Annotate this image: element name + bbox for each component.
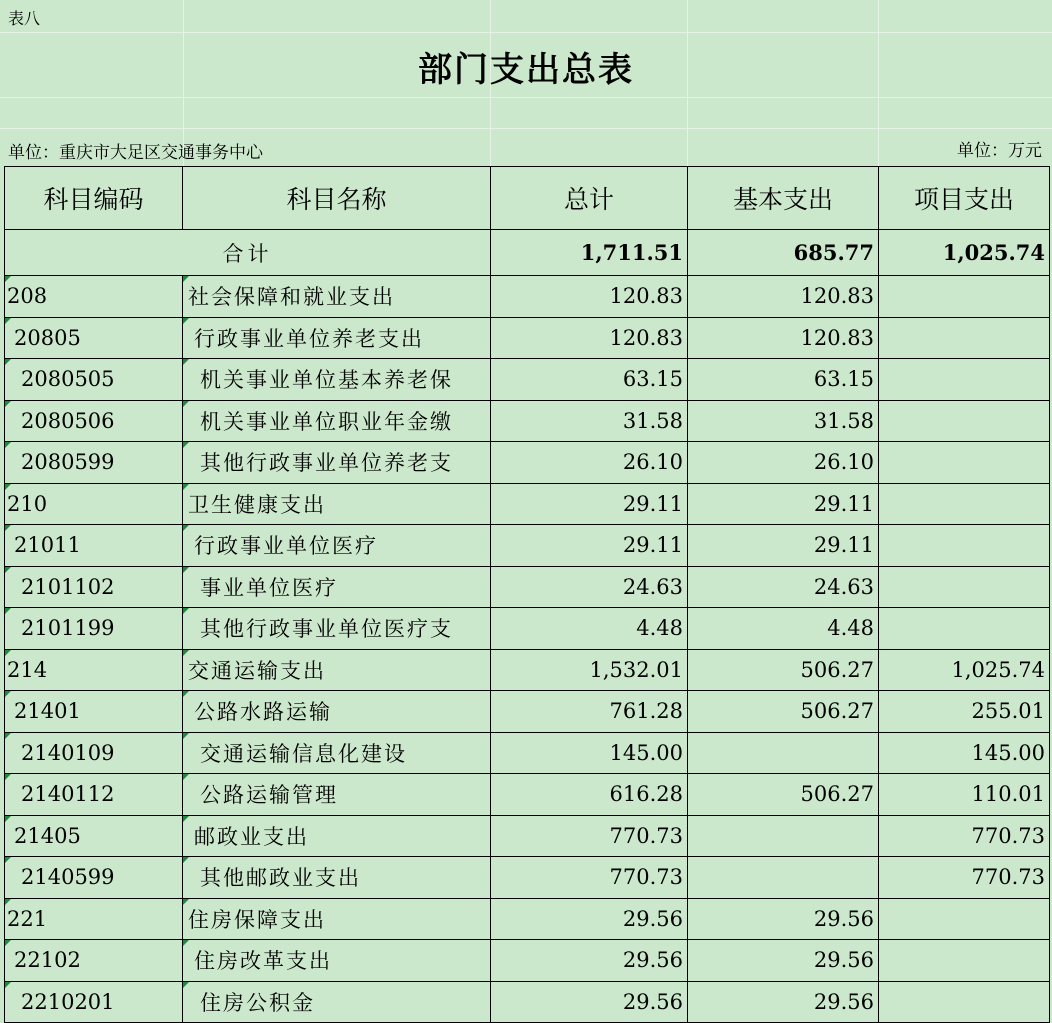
subject-name-cell[interactable] (183, 732, 491, 774)
cell-marker (183, 774, 189, 780)
subject-name: 其他邮政业支出 (200, 866, 361, 891)
cell-marker (5, 899, 11, 905)
cell-marker (183, 525, 189, 531)
subject-code-cell[interactable] (5, 442, 183, 484)
project-cell[interactable] (879, 981, 1050, 1023)
subject-name-cell[interactable] (183, 276, 491, 318)
subject-code-cell[interactable] (5, 359, 183, 401)
table-row (5, 317, 1050, 359)
table-row (5, 815, 1050, 857)
subject-name-cell[interactable] (183, 400, 491, 442)
cell-marker (5, 276, 11, 282)
subject-code-cell[interactable] (5, 898, 183, 940)
project-cell[interactable]: 1,025.74 (879, 649, 1050, 691)
project-cell[interactable]: 770.73 (879, 857, 1050, 899)
subject-name-cell[interactable] (183, 566, 491, 608)
table-row (5, 442, 1050, 484)
cell-marker (183, 359, 189, 365)
subject-code: 214 (7, 657, 48, 682)
unit-currency: 单位：万元 (957, 141, 1042, 161)
cell-marker (5, 940, 11, 946)
subject-code-cell[interactable] (5, 857, 183, 899)
total-sum[interactable]: 1,711.51 (491, 230, 688, 276)
subject-name: 行政事业单位养老支出 (194, 326, 424, 351)
cell-marker (5, 774, 11, 780)
table-row (5, 898, 1050, 940)
basic-cell[interactable]: 24.63 (688, 566, 879, 608)
subject-code-cell[interactable] (5, 276, 183, 318)
table-row (5, 400, 1050, 442)
unit-organization: 单位：重庆市大足区交通事务中心 (8, 143, 263, 163)
header-basic[interactable]: 基本支出 (688, 167, 879, 230)
project-cell[interactable]: 110.01 (879, 774, 1050, 816)
cell-marker (5, 691, 11, 697)
subject-name: 住房改革支出 (194, 949, 332, 974)
subject-code-cell[interactable] (5, 981, 183, 1023)
cell-marker (183, 940, 189, 946)
cell-marker (5, 650, 11, 656)
subject-name: 机关事业单位基本养老保 (200, 368, 453, 392)
total-cell[interactable]: 145.00 (491, 732, 688, 774)
subject-name-cell[interactable] (183, 940, 491, 982)
total-cell[interactable]: 29.56 (491, 898, 688, 940)
subject-code: 221 (7, 906, 48, 931)
subject-code-cell[interactable] (5, 400, 183, 442)
subject-name-cell[interactable] (183, 649, 491, 691)
cell-marker (5, 359, 11, 365)
project-cell[interactable] (879, 317, 1050, 359)
project-cell[interactable] (879, 483, 1050, 525)
subject-code: 2140109 (21, 740, 115, 765)
total-cell[interactable]: 63.15 (491, 359, 688, 401)
total-project[interactable]: 1,025.74 (879, 230, 1050, 276)
basic-cell[interactable] (688, 732, 879, 774)
basic-cell[interactable]: 506.27 (688, 774, 879, 816)
subject-code: 21401 (14, 699, 81, 724)
subject-code: 2101102 (21, 574, 115, 599)
cell-marker (183, 401, 189, 407)
subject-name-cell[interactable] (183, 898, 491, 940)
basic-cell[interactable]: 29.11 (688, 525, 879, 567)
cell-marker (5, 816, 11, 822)
total-cell[interactable]: 24.63 (491, 566, 688, 608)
subject-name: 交通运输信息化建设 (200, 741, 407, 766)
subject-code: 20805 (14, 325, 81, 350)
header-project[interactable]: 项目支出 (879, 167, 1050, 230)
subject-code-cell[interactable] (5, 815, 183, 857)
subject-code-cell[interactable] (5, 317, 183, 359)
project-cell[interactable] (879, 525, 1050, 567)
table-row (5, 774, 1050, 816)
subject-code-cell[interactable] (5, 608, 183, 650)
project-cell[interactable]: 145.00 (879, 732, 1050, 774)
subject-name: 住房保障支出 (188, 907, 326, 932)
subject-name-cell[interactable] (183, 525, 491, 567)
subject-code: 2140599 (21, 865, 115, 890)
subject-name-cell[interactable] (183, 774, 491, 816)
cell-marker (183, 857, 189, 863)
basic-cell[interactable]: 31.58 (688, 400, 879, 442)
subject-code-cell[interactable] (5, 774, 183, 816)
basic-cell[interactable] (688, 857, 879, 899)
total-cell[interactable]: 29.56 (491, 940, 688, 982)
basic-cell[interactable]: 120.83 (688, 276, 879, 318)
cell-marker (183, 899, 189, 905)
subject-code: 21011 (14, 533, 81, 558)
total-cell[interactable]: 29.11 (491, 483, 688, 525)
subject-code-cell[interactable] (5, 732, 183, 774)
project-cell[interactable] (879, 898, 1050, 940)
subject-name: 事业单位医疗 (200, 575, 338, 600)
total-cell[interactable]: 4.48 (491, 608, 688, 650)
subject-name: 社会保障和就业支出 (188, 285, 395, 310)
header-code[interactable]: 科目编码 (5, 167, 183, 230)
cell-marker (5, 733, 11, 739)
basic-cell[interactable]: 4.48 (688, 608, 879, 650)
subject-name-cell[interactable] (183, 442, 491, 484)
subject-code: 21405 (14, 823, 81, 848)
basic-cell[interactable]: 120.83 (688, 317, 879, 359)
subject-code-cell[interactable] (5, 940, 183, 982)
cell-marker (5, 318, 11, 324)
header-row (5, 167, 1050, 230)
cell-marker (183, 733, 189, 739)
cell-marker (183, 691, 189, 697)
total-cell[interactable]: 31.58 (491, 400, 688, 442)
subject-code: 208 (7, 284, 48, 309)
subject-code-cell[interactable] (5, 483, 183, 525)
subject-code: 2080505 (21, 367, 115, 392)
project-cell[interactable]: 255.01 (879, 691, 1050, 733)
total-cell[interactable]: 120.83 (491, 276, 688, 318)
table-row (5, 649, 1050, 691)
subject-code: 2101199 (21, 616, 115, 641)
subject-name: 邮政业支出 (194, 824, 309, 849)
total-cell[interactable]: 29.56 (491, 981, 688, 1023)
header-total[interactable]: 总计 (491, 167, 688, 230)
total-label[interactable]: 合计 (5, 230, 491, 276)
subject-code: 22102 (14, 948, 81, 973)
project-cell[interactable] (879, 940, 1050, 982)
basic-cell[interactable]: 506.27 (688, 691, 879, 733)
cell-marker (183, 650, 189, 656)
project-cell[interactable]: 770.73 (879, 815, 1050, 857)
basic-cell[interactable]: 29.56 (688, 940, 879, 982)
project-cell[interactable] (879, 442, 1050, 484)
basic-cell[interactable]: 26.10 (688, 442, 879, 484)
subject-name-cell[interactable] (183, 608, 491, 650)
basic-cell[interactable]: 29.56 (688, 898, 879, 940)
table-row (5, 940, 1050, 982)
project-cell[interactable] (879, 566, 1050, 608)
basic-cell[interactable]: 29.56 (688, 981, 879, 1023)
table-row (5, 732, 1050, 774)
cell-marker (183, 567, 189, 573)
cell-marker (5, 525, 11, 531)
total-cell[interactable]: 616.28 (491, 774, 688, 816)
table-row (5, 691, 1050, 733)
cell-marker (183, 608, 189, 614)
total-cell[interactable]: 29.11 (491, 525, 688, 567)
project-cell[interactable] (879, 276, 1050, 318)
cell-marker (183, 484, 189, 490)
subject-code-cell[interactable] (5, 691, 183, 733)
subject-code: 2210201 (21, 989, 115, 1014)
subject-name: 公路运输管理 (200, 783, 338, 808)
header-name[interactable]: 科目名称 (183, 167, 491, 230)
table-row (5, 483, 1050, 525)
project-cell[interactable] (879, 359, 1050, 401)
subject-code-cell[interactable] (5, 525, 183, 567)
total-row (5, 230, 1050, 276)
cell-marker (5, 608, 11, 614)
subject-name-cell[interactable] (183, 815, 491, 857)
total-basic[interactable]: 685.77 (688, 230, 879, 276)
subject-name-cell[interactable] (183, 981, 491, 1023)
subject-name-cell[interactable] (183, 691, 491, 733)
subject-name-cell[interactable] (183, 483, 491, 525)
expenditure-table (4, 166, 1050, 1023)
total-cell[interactable]: 770.73 (491, 857, 688, 899)
cell-marker (183, 318, 189, 324)
project-cell[interactable] (879, 608, 1050, 650)
cell-marker (5, 401, 11, 407)
subject-name: 机关事业单位职业年金缴 (200, 409, 453, 433)
cell-marker (183, 982, 189, 988)
table-row (5, 566, 1050, 608)
subject-code: 210 (7, 491, 48, 516)
subject-code-cell[interactable] (5, 649, 183, 691)
subject-name: 行政事业单位医疗 (194, 534, 378, 559)
subject-name-cell[interactable] (183, 359, 491, 401)
total-cell[interactable]: 120.83 (491, 317, 688, 359)
total-cell[interactable]: 1,532.01 (491, 649, 688, 691)
total-cell[interactable]: 761.28 (491, 691, 688, 733)
cell-marker (5, 567, 11, 573)
basic-cell[interactable]: 506.27 (688, 649, 879, 691)
subject-name-cell[interactable] (183, 317, 491, 359)
cell-marker (183, 442, 189, 448)
table-row (5, 857, 1050, 899)
subject-name: 交通运输支出 (188, 658, 326, 683)
subject-name: 其他行政事业单位养老支 (200, 451, 453, 475)
subject-code: 2080506 (21, 408, 115, 433)
subject-code: 2080599 (21, 450, 115, 475)
subject-name-cell[interactable] (183, 857, 491, 899)
cell-marker (5, 982, 11, 988)
page-title: 部门支出总表 (418, 50, 634, 90)
table-row (5, 359, 1050, 401)
table-row (5, 608, 1050, 650)
table-row (5, 981, 1050, 1023)
subject-code: 2140112 (21, 782, 115, 807)
subject-name: 卫生健康支出 (188, 492, 326, 517)
table-row (5, 525, 1050, 567)
cell-marker (183, 816, 189, 822)
table-row (5, 276, 1050, 318)
cell-marker (5, 484, 11, 490)
subject-name: 其他行政事业单位医疗支 (200, 617, 453, 641)
subject-name: 住房公积金 (200, 990, 315, 1015)
basic-cell[interactable]: 29.11 (688, 483, 879, 525)
cell-marker (183, 276, 189, 282)
basic-cell[interactable] (688, 815, 879, 857)
basic-cell[interactable]: 63.15 (688, 359, 879, 401)
cell-marker (5, 857, 11, 863)
total-cell[interactable]: 770.73 (491, 815, 688, 857)
total-cell[interactable]: 26.10 (491, 442, 688, 484)
project-cell[interactable] (879, 400, 1050, 442)
cell-marker (5, 442, 11, 448)
subject-name: 公路水路运输 (194, 700, 332, 725)
subject-code-cell[interactable] (5, 566, 183, 608)
sheet-label: 表八 (8, 9, 41, 28)
